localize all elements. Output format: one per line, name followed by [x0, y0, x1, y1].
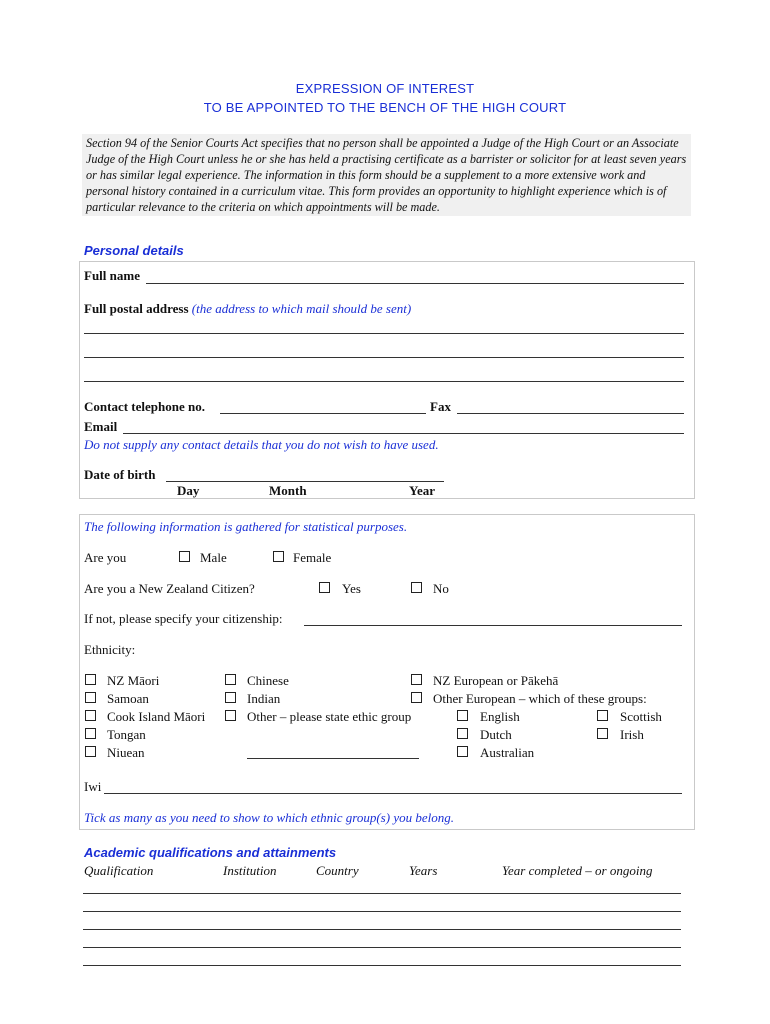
eth-other-european-label: Other European – which of these groups:: [433, 691, 647, 706]
form-subtitle: TO BE APPOINTED TO THE BENCH OF THE HIGH COURT: [203, 100, 567, 115]
academic-row-line[interactable]: [83, 911, 681, 912]
eth-samoan-label: Samoan: [107, 691, 149, 706]
eth-samoan-checkbox[interactable]: [85, 692, 96, 703]
citizen-yes-label: Yes: [342, 581, 361, 596]
academic-row-line[interactable]: [83, 965, 681, 966]
eth-australian-checkbox[interactable]: [457, 746, 468, 757]
personal-details-box: [79, 261, 695, 499]
eth-nz-maori-checkbox[interactable]: [85, 674, 96, 685]
col-year-completed: Year completed – or ongoing: [502, 863, 653, 878]
male-label: Male: [200, 550, 227, 565]
citizenship-field[interactable]: [304, 625, 682, 626]
fax-label: Fax: [430, 399, 451, 414]
full-name-field[interactable]: [146, 283, 684, 284]
citizen-no-checkbox[interactable]: [411, 582, 422, 593]
intro-paragraph: Section 94 of the Senior Courts Act specifies that no person shall be appointed a Judge of the High Court or an Associate Judge of the High Court unless he or she has held a practising certificate as a barrister or solicitor for at least seven years or has similar legal experience. The information in this form should be a supplement to a more extensive work and personal history contained in a curriculum vitae. This form provides an opportunity to highlight experience which is of particular relevance to the criteria on which appointments will be made.: [82, 134, 691, 216]
eth-indian-checkbox[interactable]: [225, 692, 236, 703]
eth-australian-label: Australian: [480, 745, 535, 760]
eth-nz-european-label: NZ European or Pākehā: [433, 673, 559, 688]
statistics-note: The following information is gathered for statistical purposes.: [84, 519, 408, 534]
iwi-field[interactable]: [104, 793, 682, 794]
academic-row-line[interactable]: [83, 893, 681, 894]
phone-field[interactable]: [220, 413, 426, 414]
eth-scottish-label: Scottish: [620, 709, 662, 724]
citizen-no-label: No: [433, 581, 449, 596]
fax-field[interactable]: [457, 413, 684, 414]
eth-dutch-checkbox[interactable]: [457, 728, 468, 739]
dob-year-label: Year: [409, 483, 435, 498]
academic-row-line[interactable]: [83, 947, 681, 948]
eth-cook-island-label: Cook Island Māori: [107, 709, 206, 724]
phone-label: Contact telephone no.: [84, 399, 205, 414]
form-title: EXPRESSION OF INTEREST: [295, 81, 475, 96]
academic-heading: Academic qualifications and attainments: [84, 845, 337, 860]
dob-day-label: Day: [177, 483, 200, 498]
email-field[interactable]: [123, 433, 684, 434]
eth-other-checkbox[interactable]: [225, 710, 236, 721]
dob-field[interactable]: [166, 481, 444, 482]
iwi-label: Iwi: [84, 779, 102, 794]
postal-address-line-2[interactable]: [84, 357, 684, 358]
eth-tongan-label: Tongan: [107, 727, 146, 742]
postal-address-label: Full postal address: [84, 301, 189, 316]
eth-niuean-checkbox[interactable]: [85, 746, 96, 757]
statistics-box: [79, 514, 695, 830]
dob-label: Date of birth: [84, 467, 156, 482]
col-country: Country: [316, 863, 359, 878]
female-checkbox[interactable]: [273, 551, 284, 562]
gender-label: Are you: [84, 550, 127, 565]
eth-dutch-label: Dutch: [480, 727, 512, 742]
eth-other-european-checkbox[interactable]: [411, 692, 422, 703]
eth-irish-label: Irish: [620, 727, 644, 742]
col-years: Years: [409, 863, 438, 878]
email-label: Email: [84, 419, 118, 434]
dob-month-label: Month: [269, 483, 307, 498]
nz-citizen-label: Are you a New Zealand Citizen?: [84, 581, 255, 596]
eth-niuean-label: Niuean: [107, 745, 145, 760]
female-label: Female: [293, 550, 332, 565]
eth-nz-european-checkbox[interactable]: [411, 674, 422, 685]
ethnicity-label: Ethnicity:: [84, 642, 136, 657]
eth-cook-island-checkbox[interactable]: [85, 710, 96, 721]
citizenship-label: If not, please specify your citizenship:: [84, 611, 283, 626]
postal-address-line-3[interactable]: [84, 381, 684, 382]
eth-other-field[interactable]: [247, 758, 419, 759]
col-qualification: Qualification: [84, 863, 154, 878]
eth-english-checkbox[interactable]: [457, 710, 468, 721]
eth-tongan-checkbox[interactable]: [85, 728, 96, 739]
col-institution: Institution: [223, 863, 277, 878]
eth-scottish-checkbox[interactable]: [597, 710, 608, 721]
postal-address-line-1[interactable]: [84, 333, 684, 334]
postal-address-label-group: [84, 301, 411, 317]
eth-chinese-label: Chinese: [247, 673, 289, 688]
eth-indian-label: Indian: [247, 691, 281, 706]
full-name-label: Full name: [84, 268, 140, 283]
citizen-yes-checkbox[interactable]: [319, 582, 330, 593]
contact-note: Do not supply any contact details that you do not wish to have used.: [84, 437, 439, 452]
eth-english-label: English: [480, 709, 520, 724]
eth-chinese-checkbox[interactable]: [225, 674, 236, 685]
tick-note: Tick as many as you need to show to which ethnic group(s) you belong.: [84, 810, 454, 825]
eth-nz-maori-label: NZ Māori: [107, 673, 160, 688]
eth-irish-checkbox[interactable]: [597, 728, 608, 739]
personal-details-heading: Personal details: [84, 243, 184, 258]
academic-row-line[interactable]: [83, 929, 681, 930]
male-checkbox[interactable]: [179, 551, 190, 562]
postal-address-note: (the address to which mail should be sent): [191, 301, 412, 316]
eth-other-label: Other – please state ethic group: [247, 709, 412, 724]
